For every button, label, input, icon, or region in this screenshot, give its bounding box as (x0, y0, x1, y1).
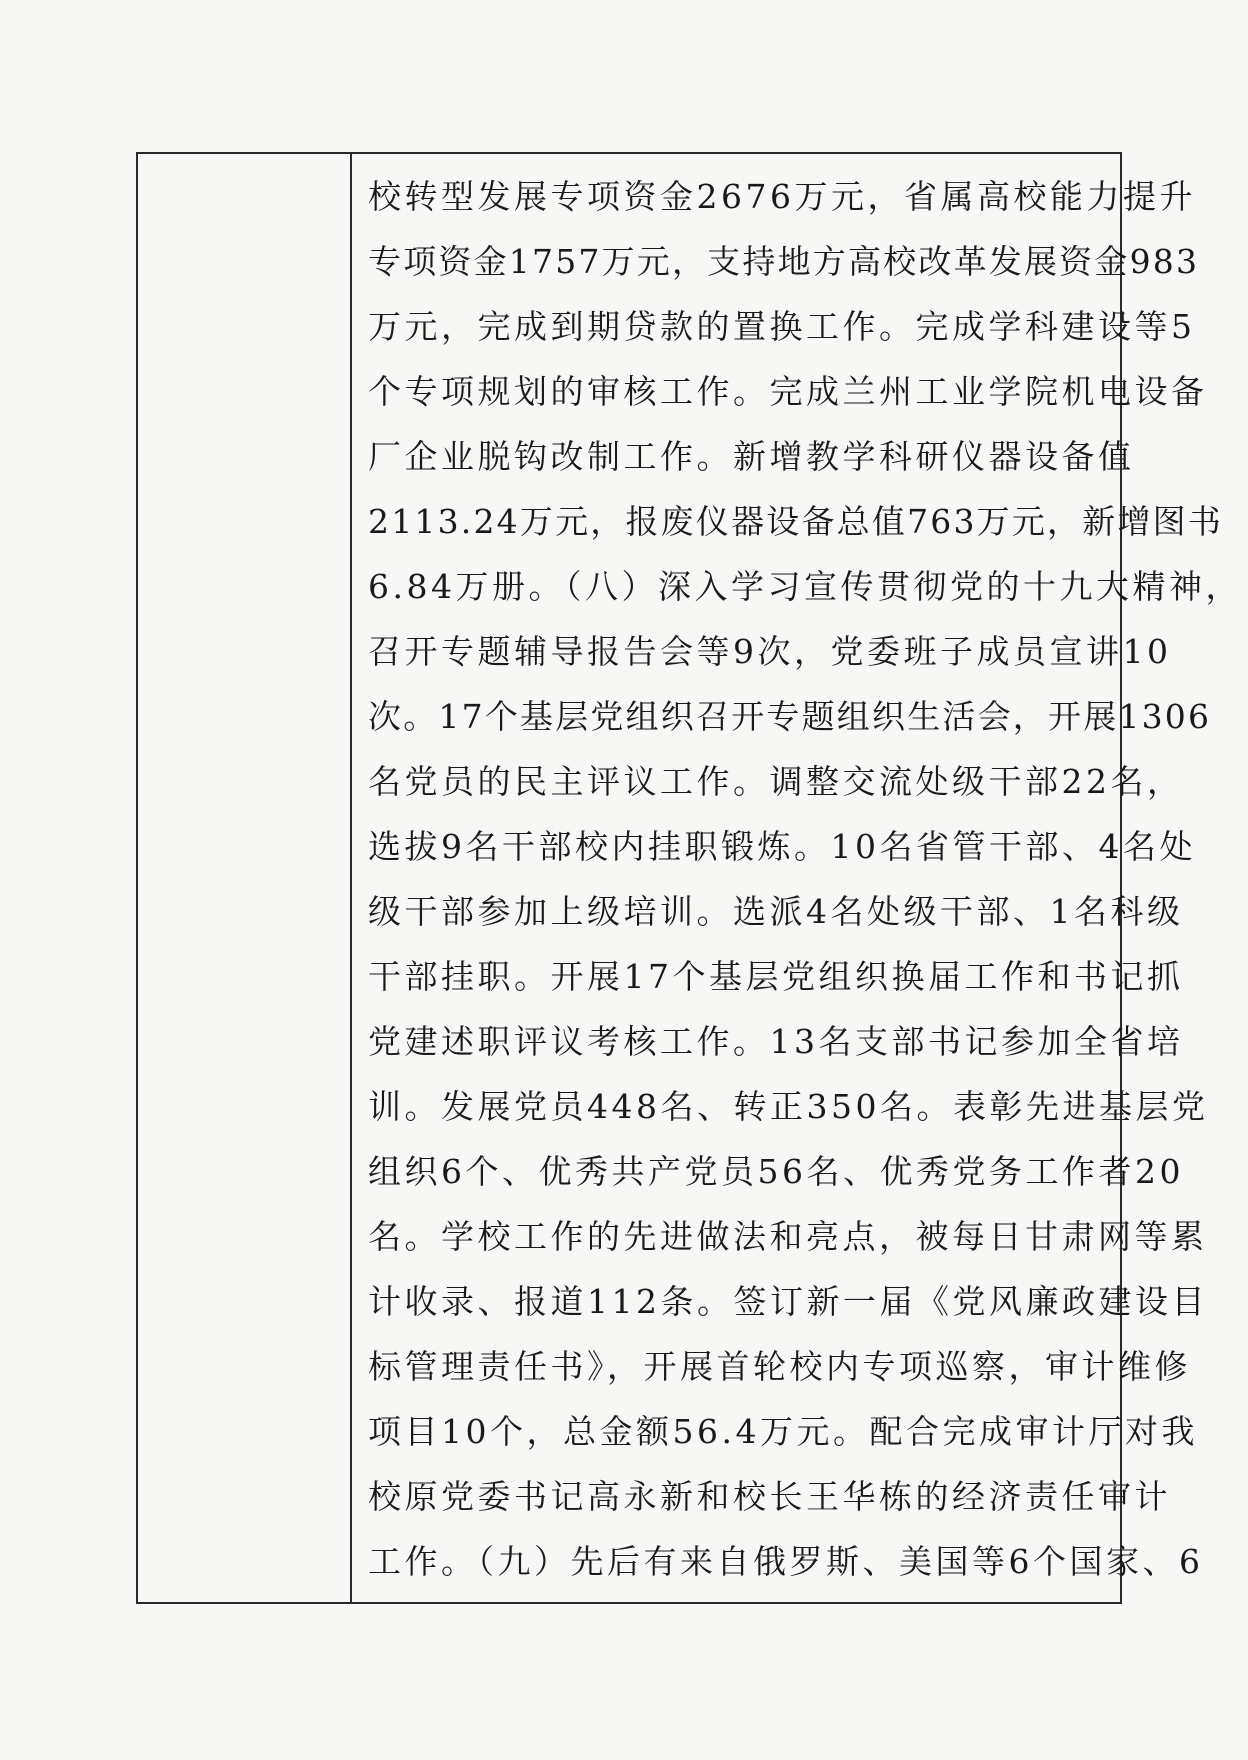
text-line-14: 党建述职评议考核工作。13名支部书记参加全省培 (368, 1022, 1184, 1061)
text-line-18: 计收录、报道112条。签订新一届《党风廉政建设目 (368, 1282, 1208, 1321)
text-line-21: 校原党委书记高永新和校长王华栋的经济责任审计 (368, 1477, 1171, 1516)
content-column-cell (352, 154, 1248, 1602)
text-line-16: 组织6个、优秀共产党员56名、优秀党务工作者20 (368, 1152, 1184, 1191)
text-line-5: 厂企业脱钩改制工作。新增教学科研仪器设备值 (368, 437, 1135, 476)
text-line-11: 选拔9名干部校内挂职锻炼。10名省管干部、4名处 (368, 827, 1196, 866)
text-line-7: 6.84万册。（八）深入学习宣传贯彻党的十九大精神， (368, 567, 1242, 606)
label-column-cell (138, 154, 352, 1602)
text-line-3: 万元，完成到期贷款的置换工作。完成学科建设等5 (368, 307, 1196, 346)
text-line-12: 级干部参加上级培训。选派4名处级干部、1名科级 (368, 892, 1184, 931)
text-line-1: 校转型发展专项资金2676万元，省属高校能力提升 (368, 177, 1196, 216)
text-line-17: 名。学校工作的先进做法和亮点，被每日甘肃网等累 (368, 1217, 1208, 1256)
text-line-6: 2113.24万元，报废仪器设备总值763万元，新增图书 (368, 502, 1224, 541)
content-table (136, 152, 1242, 1604)
text-line-20: 项目10个，总金额56.4万元。配合完成审计厅对我 (368, 1412, 1198, 1451)
text-line-9: 次。17个基层党组织召开专题组织生活会，开展1306 (368, 697, 1212, 736)
text-line-19: 标管理责任书》，开展首轮校内专项巡察，审计维修 (368, 1347, 1191, 1386)
text-line-13: 干部挂职。开展17个基层党组织换届工作和书记抓 (368, 957, 1184, 996)
text-line-15: 训。发展党员448名、转正350名。表彰先进基层党 (368, 1087, 1209, 1126)
text-line-2: 专项资金1757万元，支持地方高校改革发展资金983 (368, 242, 1200, 281)
text-line-22: 工作。（九）先后有来自俄罗斯、美国等6个国家、6 (368, 1542, 1204, 1581)
text-line-10: 名党员的民主评议工作。调整交流处级干部22名， (368, 762, 1184, 801)
text-line-8: 召开专题辅导报告会等9次，党委班子成员宣讲10 (368, 632, 1172, 671)
text-line-4: 个专项规划的审核工作。完成兰州工业学院机电设备 (368, 372, 1208, 411)
